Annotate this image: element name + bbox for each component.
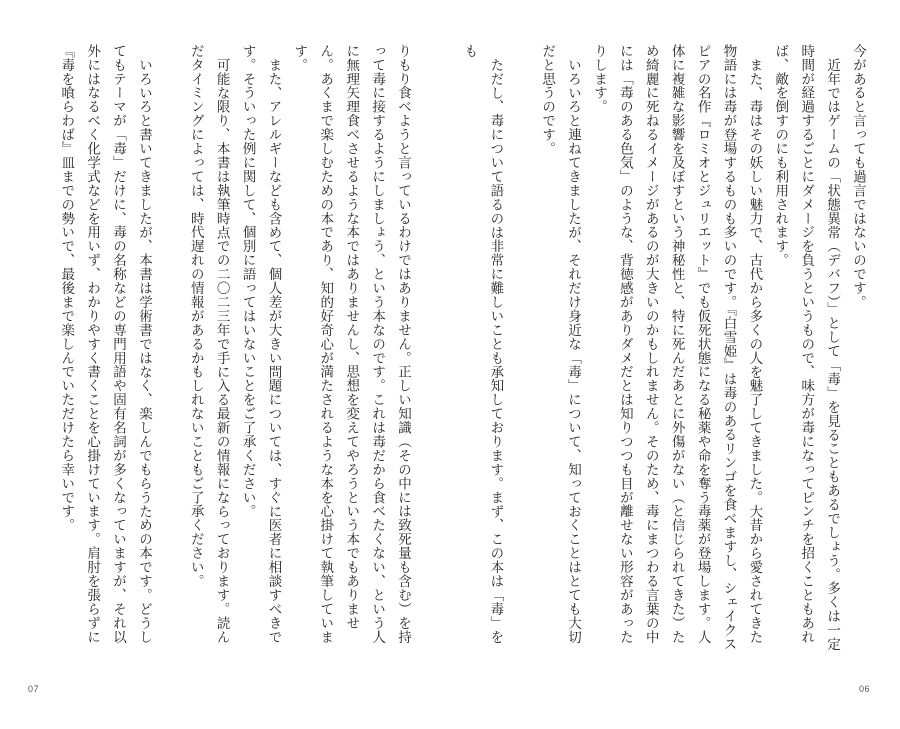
paragraph: 可能な限り、本書は執筆時点での二〇二三年で手に入る最新の情報にならっております。読んだタイミングによっては、時代遅れの情報があるかもしれないこともご了承ください。: [187, 44, 230, 644]
right-page-body-text: [461, 44, 870, 656]
right-page: [450, 0, 900, 729]
paragraph: また、毒はその妖しい魅力で、古代から多くの人を魅了してきました。大昔から愛されてきた物語には毒が登場するものも多いのです。『白雪姫』は毒のあるリンゴを食べますし、シェイクスピアの名作『ロミオとジュリエット』でも仮死状態になる秘薬や命を奪う毒薬が登場します。人体に複雑な影響を及ぼすという神秘性と、特に死んだあとに外傷がない（と信じられてきた）ため綺麗に死ねるイメージがあるのが大きいのかもしれません。そのため、毒にまつわる言葉の中には「毒のある色気」のような、背徳感がありダメだとは知りつつも目が離せない形容があったりします。: [590, 44, 763, 652]
paragraph: いろいろと書いてきましたが、本書は学術書ではなく、楽しんでもらうための本です。どうしてもテーマが「毒」だけに、毒の名称などの専門用語や固有名詞が多くなっていますが、それ以外にはなるべく化学式などを用いず、わかりやすく書くことを心掛けています。肩肘を張らずに『毒を喰らわば』皿までの勢いで、最後まで楽しんでいただけたら幸いです。: [58, 44, 152, 644]
paragraph: いろいろと連ねてきましたが、それだけ身近な「毒」について、知っておくことはとても大切だと思うのです。: [539, 44, 582, 644]
paragraph: 今があると言っても過言ではないのです。: [850, 44, 866, 310]
paragraph: りもり食べようと言っているわけではありません。正しい知識（その中には致死量も含む）を持って毒に接するようにしましょう、という本なのです。これは毒だから食べたくない、という人に無理矢理食べさせるような本ではありませんし、思想を変えてやろうという本でもありません。あくまで楽しむための本であり、知的好奇心が満たされるような本を心掛けて執筆しています。: [291, 44, 411, 644]
left-page-body-text: [58, 44, 415, 656]
paragraph: ただし、毒について語るのは非常に難しいことも承知しております。まず、この本は「毒」をも: [461, 44, 504, 644]
page-number: 06: [858, 684, 870, 694]
paragraph: また、アレルギーなども含めて、個人差が大きい問題については、すぐに医者に相談すべきです。そういった例に関して、個別に語ってはいないことをご了承ください。: [239, 44, 282, 644]
page-number: 07: [28, 684, 40, 694]
paragraph: 近年ではゲームの「状態異常（デバフ）」として「毒」を見ることもあるでしょう。多くは一定時間が経過するごとにダメージを負うというもので、味方が毒になってピンチを招くこともあれば、敵を倒すのにも利用されます。: [772, 44, 841, 651]
